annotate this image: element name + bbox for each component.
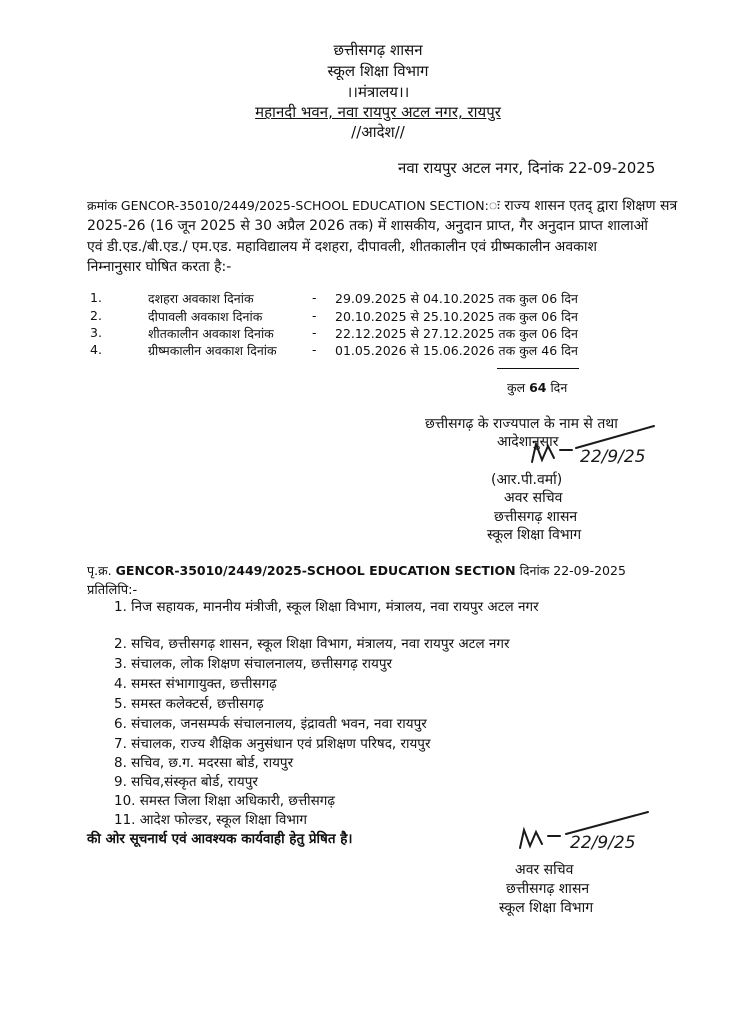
signature-stroke — [576, 426, 654, 448]
copy-label: प्रतिलिपि:- — [87, 583, 138, 598]
holiday-period: 01.05.2026 से 15.06.2026 तक कुल 46 दिन — [335, 343, 578, 358]
total-days — [507, 379, 567, 396]
header-dept: स्कूल शिक्षा विभाग — [327, 62, 429, 80]
header-address: महानदी भवन, नवा रायपुर अटल नगर, रायपुर — [255, 103, 501, 121]
list-item: 8. सचिव, छ.ग. मदरसा बोर्ड, रायपुर — [114, 755, 294, 771]
holiday-dash: - — [312, 308, 317, 323]
holiday-period: 29.09.2025 से 04.10.2025 तक कुल 06 दिन — [335, 291, 578, 306]
header-govt: छत्तीसगढ़ शासन — [333, 41, 423, 59]
header-office: ।।मंत्रालय।। — [346, 83, 410, 101]
order-line-2: 2025-26 (16 जून 2025 से 30 अप्रैल 2026 तक) में शासकीय, अनुदान प्राप्त, गैर अनुदान प्राप्त शालाओं — [87, 218, 648, 234]
list-item: 4. समस्त संभागायुक्त, छत्तीसगढ़ — [114, 676, 277, 692]
signature-2 — [512, 808, 662, 858]
list-item: 2. सचिव, छत्तीसगढ़ शासन, स्कूल शिक्षा विभाग, मंत्रालय, नवा रायपुर अटल नगर — [114, 636, 510, 652]
list-item: 11. आदेश फोल्डर, स्कूल शिक्षा विभाग — [114, 812, 307, 828]
list-item: 1. निज सहायक, माननीय मंत्रीजी, स्कूल शिक्षा विभाग, मंत्रालय, नवा रायपुर अटल नगर — [114, 599, 539, 615]
signature-1 — [524, 420, 674, 470]
order-line-1 — [87, 196, 677, 215]
sign1-name: (आर.पी.वर्मा) — [491, 472, 563, 488]
sign1-authority: छत्तीसगढ़ के राज्यपाल के नाम से तथा — [425, 416, 618, 432]
order-ref: क्रमांक GENCOR-35010/2449/2025-SCHOOL EDUCATION SECTION: — [87, 198, 489, 213]
list-item: 7. संचालक, राज्य शैक्षिक अनुसंधान एवं प्रशिक्षण परिषद, रायपुर — [114, 736, 431, 752]
header-doc-type: //आदेश// — [351, 123, 405, 141]
endorsement-line — [87, 562, 626, 579]
endorsement-ref: GENCOR-35010/2449/2025-SCHOOL EDUCATION SECTION — [115, 563, 516, 578]
sign1-order-by: आदेशानुसार — [497, 434, 559, 450]
holiday-dash: - — [312, 325, 317, 340]
list-item: 6. संचालक, जनसम्पर्क संचालनालय, इंद्रावती भवन, नवा रायपुर — [114, 716, 427, 732]
endorsement-date: दिनांक 22-09-2025 — [519, 563, 626, 578]
holiday-name: दीपावली अवकाश दिनांक — [148, 309, 263, 324]
order-text-1: ः राज्य शासन एतद् द्वारा शिक्षण सत्र — [488, 198, 678, 214]
holiday-period: 22.12.2025 से 27.12.2025 तक कुल 06 दिन — [335, 326, 578, 341]
signature-date: 22/9/25 — [580, 447, 646, 467]
closing-text: की ओर सूचनार्थ एवं आवश्यक कार्यवाही हेतु प्रेषित है। — [87, 831, 353, 847]
order-line-4: निम्नानुसार घोषित करता है:- — [87, 259, 232, 275]
list-item: 10. समस्त जिला शिक्षा अधिकारी, छत्तीसगढ़ — [114, 793, 335, 809]
holiday-period: 20.10.2025 से 25.10.2025 तक कुल 06 दिन — [335, 309, 578, 324]
list-item: 5. समस्त कलेक्टर्स, छत्तीसगढ़ — [114, 696, 264, 712]
sign1-dept: स्कूल शिक्षा विभाग — [487, 527, 582, 543]
place-date: नवा रायपुर अटल नगर, दिनांक 22-09-2025 — [398, 159, 656, 177]
holiday-name: शीतकालीन अवकाश दिनांक — [148, 326, 274, 341]
total-suffix: दिन — [546, 380, 568, 395]
order-line-3: एवं डी.एड./बी.एड./ एम.एड. महाविद्यालय में दशहरा, दीपावली, शीतकालीन एवं ग्रीष्मकालीन अवकाश — [87, 239, 598, 255]
list-item: 9. सचिव,संस्कृत बोर्ड, रायपुर — [114, 774, 258, 790]
holiday-num: 4. — [90, 342, 102, 357]
signature-stroke — [520, 830, 560, 848]
sign2-dept: स्कूल शिक्षा विभाग — [499, 900, 594, 916]
holiday-dash: - — [312, 342, 317, 357]
sign1-post: अवर सचिव — [504, 490, 563, 506]
sign2-post: अवर सचिव — [515, 862, 574, 878]
holiday-dash: - — [312, 290, 317, 305]
holiday-num: 1. — [90, 290, 102, 305]
sign1-govt: छत्तीसगढ़ शासन — [494, 509, 578, 525]
holiday-num: 2. — [90, 308, 102, 323]
signature-stroke — [566, 812, 648, 834]
total-value: 64 — [529, 380, 547, 395]
signature-stroke — [532, 444, 572, 462]
sign2-govt: छत्तीसगढ़ शासन — [506, 881, 590, 897]
holiday-name: दशहरा अवकाश दिनांक — [148, 291, 254, 306]
total-prefix: कुल — [507, 380, 530, 395]
total-divider — [497, 368, 579, 369]
holiday-name: ग्रीष्मकालीन अवकाश दिनांक — [148, 343, 277, 358]
endorsement-prefix: पृ.क्र. — [87, 563, 112, 578]
holiday-num: 3. — [90, 325, 102, 340]
signature-date: 22/9/25 — [570, 833, 636, 853]
list-item: 3. संचालक, लोक शिक्षण संचालनालय, छत्तीसगढ़ रायपुर — [114, 656, 393, 672]
